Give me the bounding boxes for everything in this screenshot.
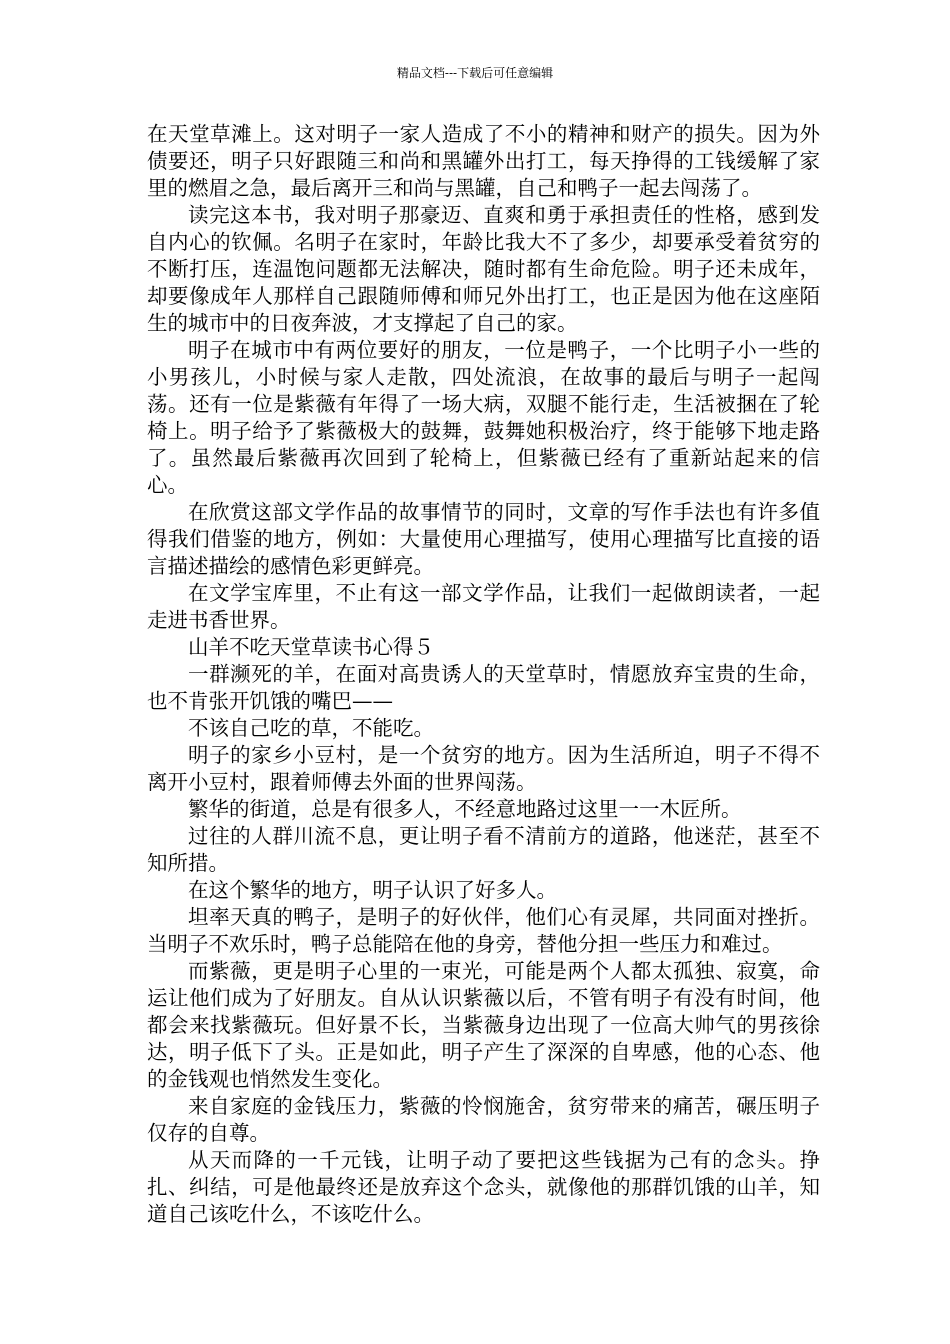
paragraph: 在这个繁华的地方，明子认识了好多人。: [188, 878, 557, 902]
paragraph: 而紫薇，更是明子心里的一束光，可能是两个人都太孤独、寂寞，命运让他们成为了好朋友。自从认识紫薇以后，不管有明子有没有时间，他都会来找紫薇玩。但好景不长，当紫薇身边出现了一位高大帅气的男孩徐达，明子低下了头。正是如此，明子产生了深深的自卑感，他的心态、他的金钱观也悄然发生变化。: [147, 959, 820, 1091]
paragraph: 过往的人群川流不息，更让明子看不清前方的道路，他迷茫，甚至不知所措。: [147, 824, 820, 875]
paragraph: 从天而降的一千元钱，让明子动了要把这些钱据为己有的念头。挣扎、纠结，可是他最终还是放弃这个念头，就像他的那群饥饿的山羊，知道自己该吃什么，不该吃什么。: [147, 1148, 820, 1226]
paragraph: 坦率天真的鸭子，是明子的好伙伴，他们心有灵犀，共同面对挫折。当明子不欢乐时，鸭子总能陪在他的身旁，替他分担一些压力和难过。: [147, 905, 820, 956]
document-body: [147, 121, 820, 1228]
paragraph: 繁华的街道，总是有很多人，不经意地路过这里一一木匠所。: [188, 797, 742, 821]
paragraph: 不该自己吃的草，不能吃。: [188, 716, 434, 740]
section-title: 山羊不吃天堂草读书心得５: [188, 635, 434, 659]
paragraph: 在天堂草滩上。这对明子一家人造成了不小的精神和财产的损失。因为外债要还，明子只好跟随三和尚和黑罐外出打工，每天挣得的工钱缓解了家里的燃眉之急，最后离开三和尚与黑罐，自己和鸭子一起去闯荡了。: [147, 122, 820, 200]
page-header: 精品文档---下载后可任意编辑: [396, 66, 554, 80]
paragraph: 一群濒死的羊，在面对高贵诱人的天堂草时，情愿放弃宝贵的生命，也不肯张开饥饿的嘴巴——: [147, 662, 820, 713]
paragraph: 读完这本书，我对明子那豪迈、直爽和勇于承担责任的性格，感到发自内心的钦佩。名明子在家时，年龄比我大不了多少，却要承受着贫穷的不断打压，连温饱问题都无法解决，随时都有生命危险。明子还未成年，却要像成年人那样自己跟随师傅和师兄外出打工，也正是因为他在这座陌生的城市中的日夜奔波，才支撑起了自己的家。: [147, 203, 820, 335]
paragraph: 在欣赏这部文学作品的故事情节的同时，文章的写作手法也有许多值得我们借鉴的地方，例如：大量使用心理描写，使用心理描写比直接的语言描述描绘的感情色彩更鲜亮。: [147, 500, 820, 578]
paragraph: 来自家庭的金钱压力，紫薇的怜悯施舍，贫穷带来的痛苦，碾压明子仅存的自尊。: [147, 1094, 820, 1145]
paragraph: 在文学宝库里，不止有这一部文学作品，让我们一起做朗读者，一起走进书香世界。: [147, 581, 820, 632]
paragraph: 明子的家乡小豆村，是一个贫穷的地方。因为生活所迫，明子不得不离开小豆村，跟着师傅去外面的世界闯荡。: [147, 743, 820, 794]
paragraph: 明子在城市中有两位要好的朋友，一位是鸭子，一个比明子小一些的小男孩儿，小时候与家人走散，四处流浪，在故事的最后与明子一起闯荡。还有一位是紫薇有年得了一场大病，双腿不能行走，生活被捆在了轮椅上。明子给予了紫薇极大的鼓舞，鼓舞她积极治疗，终于能够下地走路了。虽然最后紫薇再次回到了轮椅上，但紫薇已经有了重新站起来的信心。: [147, 338, 820, 497]
